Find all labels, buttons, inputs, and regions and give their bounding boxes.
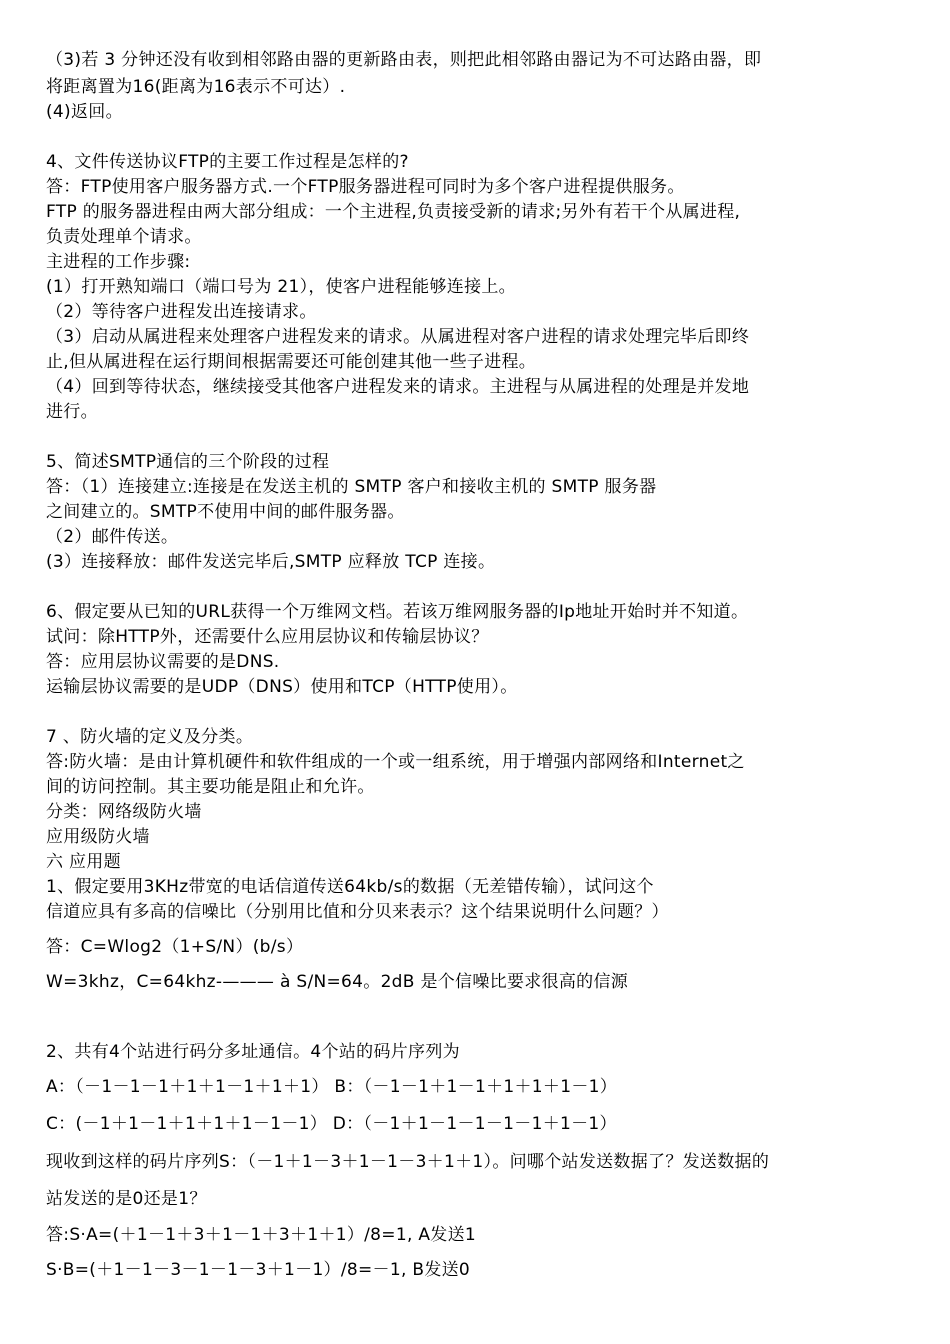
text-line: 将距离置为16(距离为16表示不可达）.: [46, 77, 346, 97]
answer-line: S·B=(＋1－1－3－1－1－3＋1－1）/8=－1, B发送0: [46, 1260, 471, 1280]
question-heading: 1、假定要用3KHz带宽的电话信道传送64kb/s的数据（无差错传输），试问这个: [46, 877, 654, 897]
answer-line: 答:S·A=(＋1－1＋3＋1－1＋3＋1＋1）/8=1, A发送1: [46, 1225, 477, 1245]
chip-sequence-line: C：(－1＋1－1＋1＋1＋1－1－1） D：（－1＋1－1－1－1－1＋1－1）: [46, 1114, 617, 1134]
text-line: 负责处理单个请求。: [46, 227, 202, 247]
question-heading: 2、共有4个站进行码分多址通信。4个站的码片序列为: [46, 1042, 460, 1062]
text-line: 站发送的是0还是1？: [46, 1189, 207, 1209]
formula-line: W=3khz，C=64khz-——— à S/N=64。2dB 是个信噪比要求很高的信源: [46, 972, 629, 992]
text-line: 止,但从属进程在运行期间根据需要还可能创建其他一些子进程。: [46, 352, 537, 372]
text-line: 进行。: [46, 402, 98, 422]
question-heading: 5、简述SMTP通信的三个阶段的过程: [46, 452, 330, 472]
answer-line: 答：FTP使用客户服务器方式.一个FTP服务器进程可同时为多个客户进程提供服务。: [46, 177, 685, 197]
text-line: 运输层协议需要的是UDP（DNS）使用和TCP（HTTP使用）。: [46, 677, 518, 697]
text-line: （2）等待客户进程发出连接请求。: [46, 302, 317, 322]
text-line: 之间建立的。SMTP不使用中间的邮件服务器。: [46, 502, 405, 522]
text-line: （4）回到等待状态，继续接受其他客户进程发来的请求。主进程与从属进程的处理是并发地: [46, 377, 750, 397]
text-line: 现收到这样的码片序列S：（－1＋1－3＋1－1－3＋1＋1）。问哪个站发送数据了？发送数据的: [46, 1152, 770, 1172]
text-line: （3）启动从属进程来处理客户进程发来的请求。从属进程对客户进程的请求处理完毕后即终: [46, 327, 750, 347]
text-line: 信道应具有多高的信噪比（分别用比值和分贝来表示？这个结果说明什么问题？）: [46, 902, 669, 922]
text-line: (4)返回。: [46, 102, 123, 122]
text-line: 间的访问控制。其主要功能是阻止和允许。: [46, 777, 375, 797]
answer-line: 答：C=Wlog2（1+S/N）(b/s）: [46, 937, 304, 957]
answer-line: 答:防火墙：是由计算机硬件和软件组成的一个或一组系统，用于增强内部网络和Internet之: [46, 752, 745, 772]
section-heading: 六 应用题: [46, 852, 121, 872]
text-line: （3)若 3 分钟还没有收到相邻路由器的更新路由表，则把此相邻路由器记为不可达路由器，即: [46, 50, 762, 70]
text-line: 主进程的工作步骤:: [46, 252, 191, 272]
chip-sequence-line: A：（－1－1－1＋1＋1－1＋1＋1） B：（－1－1＋1－1＋1＋1＋1－1）: [46, 1077, 618, 1097]
text-line: 试问：除HTTP外，还需要什么应用层协议和传输层协议？: [46, 627, 489, 647]
text-line: 分类：网络级防火墙: [46, 802, 202, 822]
text-line: (3）连接释放：邮件发送完毕后,SMTP 应释放 TCP 连接。: [46, 552, 496, 572]
answer-line: 答：（1）连接建立:连接是在发送主机的 SMTP 客户和接收主机的 SMTP 服务器: [46, 477, 657, 497]
text-line: FTP 的服务器进程由两大部分组成：一个主进程,负责接受新的请求;另外有若干个从属进程,: [46, 202, 741, 222]
text-line: （2）邮件传送。: [46, 527, 179, 547]
text-line: (1）打开熟知端口（端口号为 21），使客户进程能够连接上。: [46, 277, 516, 297]
question-heading: 6、假定要从已知的URL获得一个万维网文档。若该万维网服务器的Ip地址开始时并不知道。: [46, 602, 749, 622]
question-heading: 4、文件传送协议FTP的主要工作过程是怎样的?: [46, 152, 409, 172]
question-heading: 7 、防火墙的定义及分类。: [46, 727, 254, 747]
answer-line: 答：应用层协议需要的是DNS.: [46, 652, 280, 672]
text-line: 应用级防火墙: [46, 827, 150, 847]
